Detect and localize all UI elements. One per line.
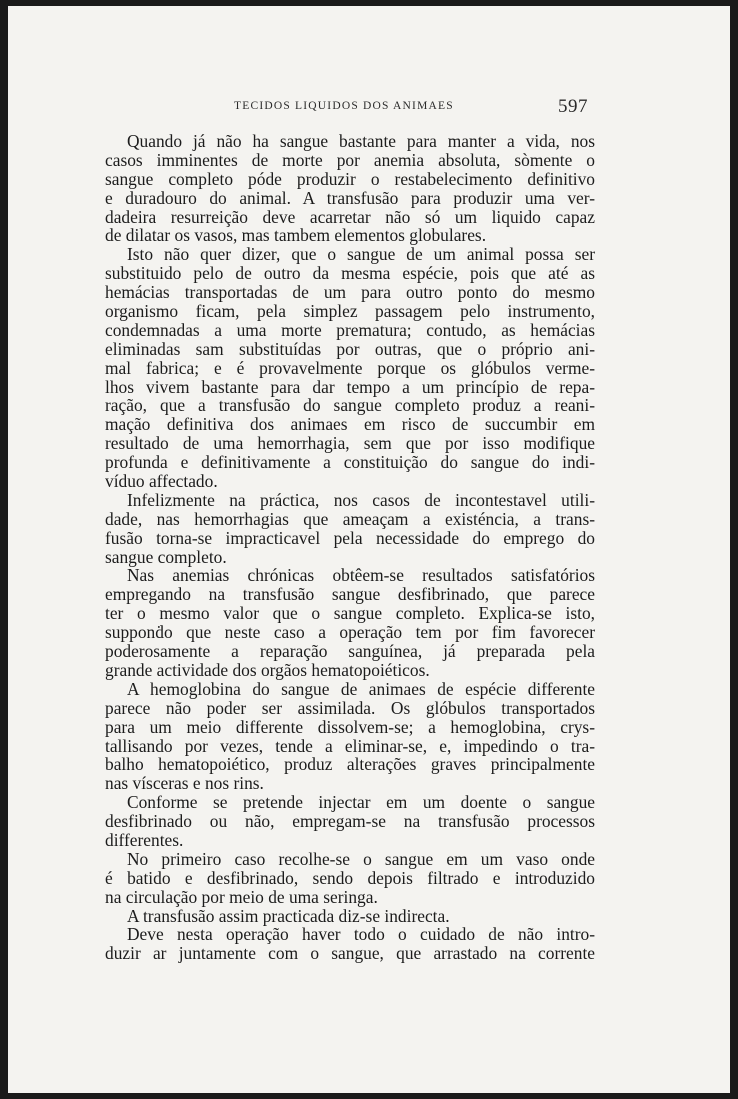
text-line: e duradouro do animal. A transfusão para produzir uma ver- bbox=[105, 187, 595, 208]
text-line: dadeira resurreição deve acarretar não só um liquido capaz bbox=[105, 206, 595, 227]
text-line: nas vísceras e nos rins. bbox=[105, 773, 264, 794]
text-line: balho hematopoiético, produz alterações graves principalmente bbox=[105, 754, 595, 775]
body-text bbox=[105, 132, 595, 963]
text-line: grande actividade dos orgãos hematopoiéticos. bbox=[105, 659, 430, 680]
text-line: poderosamente a reparação sanguínea, já preparada pela bbox=[105, 641, 595, 662]
text-line: víduo affectado. bbox=[105, 471, 218, 492]
text-line: lhos vivem bastante para dar tempo a um princípio de repa- bbox=[105, 376, 595, 397]
text-line: eliminadas sam substituídas por outras, que o próprio ani- bbox=[105, 338, 595, 359]
text-line: casos imminentes de morte por anemia absoluta, sòmente o bbox=[105, 149, 595, 170]
text-line: hemácias transportadas de um para outro ponto do mesmo bbox=[105, 282, 595, 303]
text-line: sangue completo póde produzir o restabelecimento definitivo bbox=[105, 168, 595, 189]
page-number: 597 bbox=[558, 96, 588, 117]
text-line: A transfusão assim practicada diz-se indirecta. bbox=[127, 905, 450, 926]
text-line: ração, que a transfusão do sangue completo produz a reani- bbox=[105, 395, 595, 416]
text-line: Infelizmente na práctica, nos casos de incontestavel utili- bbox=[127, 489, 595, 510]
text-line: differentes. bbox=[105, 829, 184, 850]
text-line: condemnadas a uma morte prematura; contudo, as hemácias bbox=[105, 319, 595, 340]
text-line: organismo ficam, pela simplez passagem pelo instrumento, bbox=[105, 301, 595, 322]
text-line: No primeiro caso recolhe-se o sangue em um vaso onde bbox=[127, 848, 595, 869]
text-line: mal fabrica; e é provavelmente porque os glóbulos verme- bbox=[105, 357, 595, 378]
text-line: ter o mesmo valor que o sangue completo. Explica-se isto, bbox=[105, 603, 595, 624]
text-line: Conforme se pretende injectar em um doente o sangue bbox=[127, 792, 595, 813]
text-line: Nas anemias chrónicas obtêem-se resultados satisfatórios bbox=[127, 565, 595, 586]
text-line: tallisando por vezes, tende a eliminar-se, e, impedindo o tra- bbox=[105, 735, 595, 756]
text-line: parece não poder ser assimilada. Os glóbulos transportados bbox=[105, 697, 595, 718]
page-header bbox=[8, 96, 730, 118]
text-line: dade, nas hemorrhagias que ameaçam a existéncia, a trans- bbox=[105, 508, 595, 529]
text-line: profunda e definitivamente a constituição do sangue do indi- bbox=[105, 452, 595, 473]
text-line: A hemoglobina do sangue de animaes de espécie differente bbox=[127, 678, 595, 699]
text-line: sangue completo. bbox=[105, 546, 227, 567]
text-line: é batido e desfibrinado, sendo depois filtrado e introduzido bbox=[105, 867, 595, 888]
text-line: duzir ar juntamente com o sangue, que arrastado na corrente bbox=[105, 943, 595, 964]
text-line: resultado de uma hemorrhagia, sem que por isso modifique bbox=[105, 433, 595, 454]
text-line: fusão torna-se impracticavel pela necessidade do emprego do bbox=[105, 527, 595, 548]
text-line: na circulação por meio de uma seringa. bbox=[105, 886, 378, 907]
text-line: Isto não quer dizer, que o sangue de um animal possa ser bbox=[127, 244, 595, 265]
running-title: TECIDOS LIQUIDOS DOS ANIMAES bbox=[234, 100, 454, 112]
text-line: desfibrinado ou não, empregam-se na transfusão processos bbox=[105, 811, 595, 832]
text-line: mação definitiva dos animaes em risco de succumbir em bbox=[105, 414, 595, 435]
book-page bbox=[8, 6, 730, 1093]
text-line: substituido pelo de outro da mesma espécie, pois que até as bbox=[105, 263, 595, 284]
text-line: Quando já não ha sangue bastante para manter a vida, nos bbox=[127, 131, 595, 151]
text-line: de dilatar os vasos, mas tambem elementos globulares. bbox=[105, 225, 487, 246]
text-line: supponḋo que neste caso a operação tem por fim favorecer bbox=[105, 622, 595, 643]
text-line: Deve nesta operação haver todo o cuidado de não intro- bbox=[127, 924, 595, 945]
text-line: para um meio differente dissolvem-se; a hemoglobina, crys- bbox=[105, 716, 595, 737]
text-line: empregando na transfusão sangue desfibrinado, que parece bbox=[105, 584, 595, 605]
